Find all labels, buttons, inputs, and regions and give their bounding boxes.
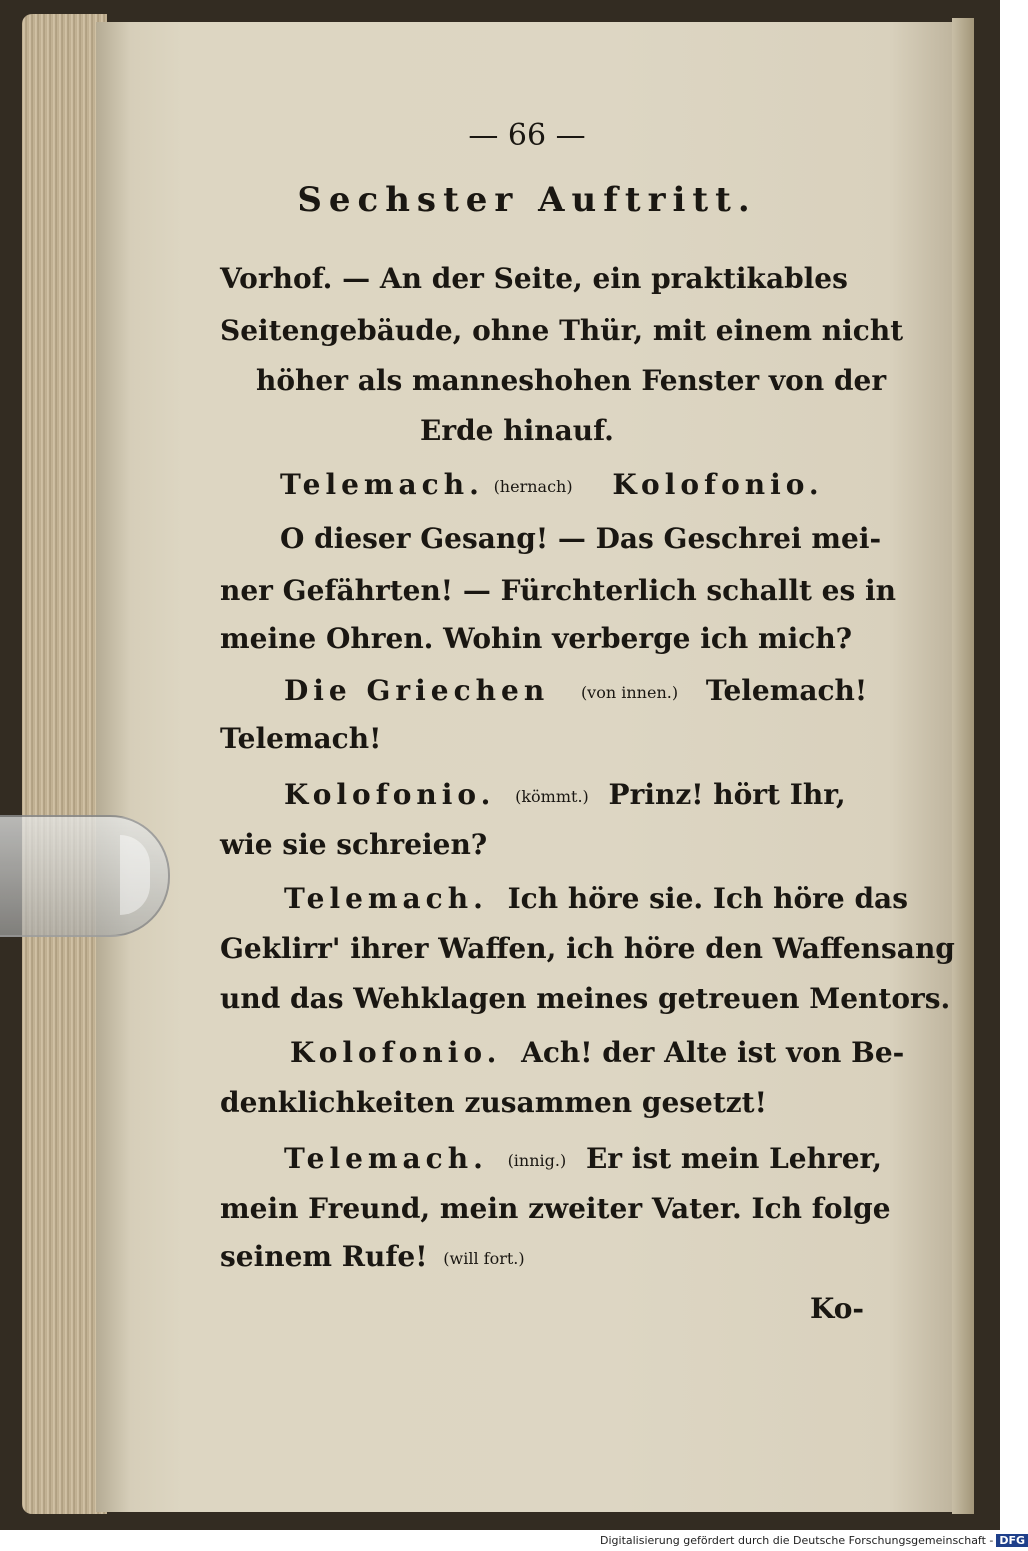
speech5-text: Ach! der Alte ist von Be- — [521, 1036, 905, 1069]
speech4-text: Ich höre sie. Ich höre das — [507, 882, 908, 915]
speech2-note: (von innen.) — [580, 683, 679, 702]
speech1-line-2: ner Gefährten! — Fürchterlich schallt es in — [220, 574, 897, 607]
speech1-line-1: O dieser Gesang! — Das Geschrei mei- — [280, 522, 882, 555]
footer-credit: Digitalisierung gefördert durch die Deutsche Forschungsgemeinschaft - — [600, 1534, 994, 1547]
speech2-line-1 — [284, 674, 867, 707]
speech5-speaker: Kolofonio. — [290, 1036, 502, 1069]
speech5-line-2: denklichkeiten zusammen gesetzt! — [220, 1086, 767, 1119]
digitization-footer — [600, 1534, 1026, 1551]
speech6-note: (innig.) — [507, 1151, 567, 1170]
page-edges — [22, 14, 107, 1514]
speech1-line-3: meine Ohren. Wohin verberge ich mich? — [220, 622, 853, 655]
book-page — [96, 22, 958, 1512]
speech3-note: (kömmt.) — [515, 787, 589, 806]
speech3-text: Prinz! hört Ihr, — [608, 778, 846, 811]
page-clip — [0, 815, 170, 937]
speech6-text: Er ist mein Lehrer, — [585, 1142, 882, 1175]
clip-highlight — [120, 835, 150, 915]
speech6-line-3 — [220, 1240, 525, 1273]
catchword: Ko- — [810, 1292, 865, 1325]
character-telemach: Telemach. — [280, 468, 484, 501]
dfg-logo: DFG — [996, 1534, 1028, 1547]
character-kolofonio: Kolofonio. — [612, 468, 824, 501]
speech3-line-2: wie sie schreien? — [220, 828, 488, 861]
right-binding-edge — [952, 18, 974, 1514]
speech6-line-1 — [284, 1142, 882, 1175]
stage-direction-line-3: höher als manneshohen Fenster von der — [256, 364, 887, 397]
speech6-line3-text: seinem Rufe! — [220, 1240, 428, 1273]
speech4-line-1 — [284, 882, 908, 915]
stage-direction-line-4: Erde hinauf. — [420, 414, 614, 447]
speech3-speaker: Kolofonio. — [284, 778, 496, 811]
characters-line — [280, 468, 824, 501]
stage-direction-line-1: Vorhof. — An der Seite, ein praktikables — [220, 262, 848, 295]
page-number: — 66 — — [468, 118, 586, 153]
speech6-line-2: mein Freund, mein zweiter Vater. Ich folge — [220, 1192, 891, 1225]
speech2-line-2: Telemach! — [220, 722, 382, 755]
speech3-line-1 — [284, 778, 846, 811]
speech6-line3-note: (will fort.) — [443, 1249, 525, 1268]
speech4-speaker: Telemach. — [284, 882, 488, 915]
speech5-line-1 — [290, 1036, 904, 1069]
scene-heading: Sechster Auftritt. — [297, 180, 757, 220]
characters-note: (hernach) — [493, 477, 573, 496]
stage-direction-line-2: Seitengebäude, ohne Thür, mit einem nicht — [220, 314, 904, 347]
speech6-speaker: Telemach. — [284, 1142, 488, 1175]
speech4-line-2: Geklirr' ihrer Waffen, ich höre den Waffensang — [220, 932, 955, 965]
speech2-text: Telemach! — [705, 674, 868, 707]
speech4-line-3: und das Wehklagen meines getreuen Mentors. — [220, 982, 951, 1015]
speech2-speaker: Die Griechen — [284, 674, 550, 707]
